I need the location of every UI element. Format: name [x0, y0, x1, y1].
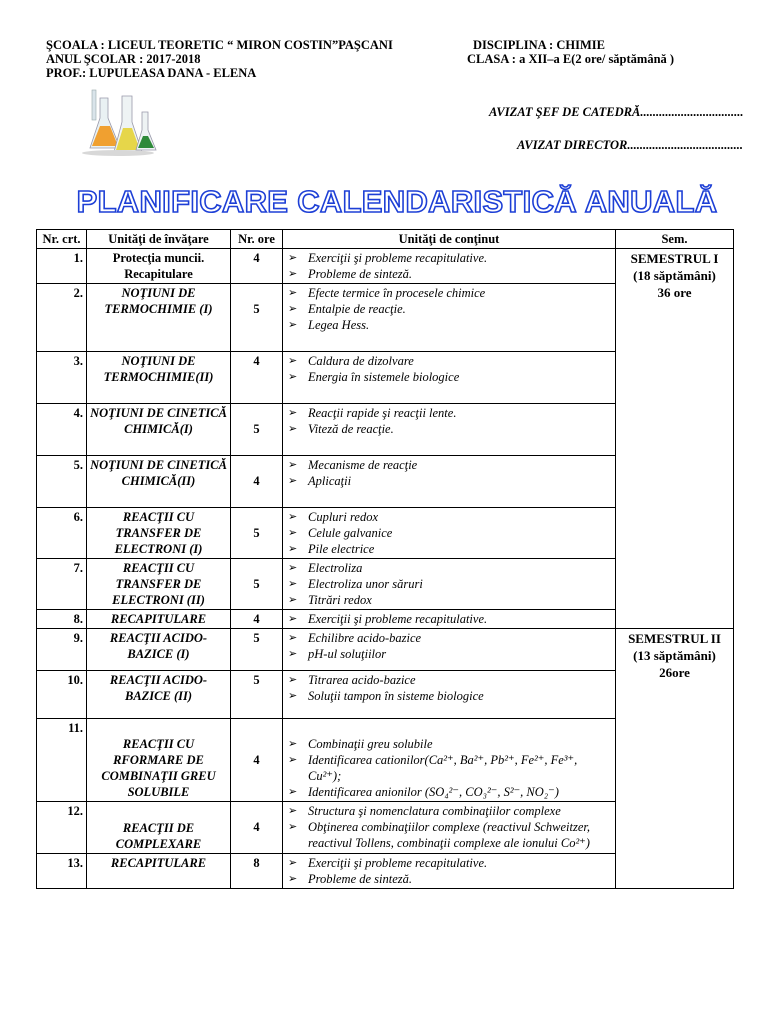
table-row — [37, 249, 734, 284]
semester-2-cell — [616, 629, 734, 889]
col-header-sem: Sem. — [616, 230, 734, 249]
row-unit: Protecţia muncii. Recapitulare — [87, 249, 231, 284]
row-nr: 13. — [37, 854, 87, 889]
page-title: PLANIFICARE CALENDARISTICĂ ANUALĂ — [76, 184, 718, 219]
content-item: ➢ Combinaţii greu solubile — [286, 736, 612, 752]
content-item: ➢ Mecanisme de reacţie — [286, 457, 612, 473]
row-nr: 5. — [37, 456, 87, 508]
row-ore-value: 4 — [253, 820, 260, 834]
laboratory-flasks-icon — [78, 88, 160, 158]
row-content — [283, 854, 616, 889]
row-unit — [87, 719, 231, 802]
row-ore: 4 — [231, 249, 283, 284]
content-item: ➢ Identificarea anionilor (SO₄²⁻, CO₃²⁻, S²⁻, NO₂⁻) — [286, 784, 612, 800]
planning-table — [36, 229, 734, 889]
row-ore — [231, 284, 283, 352]
row-nr: 3. — [37, 352, 87, 404]
row-ore-value: 5 — [253, 577, 260, 591]
row-unit: NOŢIUNI DE CINETICĂ CHIMICĂ(I) — [87, 404, 231, 456]
row-nr: 12. — [37, 802, 87, 854]
row-unit: REACŢII CU TRANSFER DE ELECTRONI (I) — [87, 508, 231, 559]
content-item: ➢ Energia în sistemele biologice — [286, 369, 612, 385]
row-content — [283, 802, 616, 854]
content-item: ➢ Echilibre acido-bazice — [286, 630, 612, 646]
content-item: ➢ Probleme de sinteză. — [286, 266, 612, 282]
row-nr: 8. — [37, 610, 87, 629]
row-nr: 2. — [37, 284, 87, 352]
semester-1-weeks: (18 săptămâni) — [633, 268, 716, 283]
row-unit: REACŢII CU TRANSFER DE ELECTRONI (II) — [87, 559, 231, 610]
row-nr: 9. — [37, 629, 87, 671]
row-nr: 11. — [37, 719, 87, 802]
row-ore-value: 5 — [253, 302, 260, 316]
row-content — [283, 284, 616, 352]
row-content — [283, 559, 616, 610]
content-item: ➢ Aplicaţii — [286, 473, 612, 489]
content-item: ➢ Legea Hess. — [286, 317, 612, 333]
row-content — [283, 719, 616, 802]
content-item: ➢ Titrarea acido-bazice — [286, 672, 612, 688]
row-ore — [231, 559, 283, 610]
table-row — [37, 629, 734, 671]
row-ore — [231, 508, 283, 559]
row-content — [283, 456, 616, 508]
content-item: ➢ Exerciţii şi probleme recapitulative. — [286, 250, 612, 266]
content-item: ➢ Efecte termice în procesele chimice — [286, 285, 612, 301]
aviz-director: AVIZAT DIRECTOR..................................... — [517, 138, 743, 152]
row-nr: 7. — [37, 559, 87, 610]
content-item: ➢ Entalpie de reacţie. — [286, 301, 612, 317]
row-unit: NOŢIUNI DE TERMOCHIMIE (I) — [87, 284, 231, 352]
school-info — [46, 38, 393, 80]
semester-1-name: SEMESTRUL I — [630, 251, 719, 266]
content-item: ➢ Exerciţii şi probleme recapitulative. — [286, 855, 612, 871]
content-item: ➢ Electroliza — [286, 560, 612, 576]
row-content — [283, 671, 616, 719]
row-nr: 1. — [37, 249, 87, 284]
content-item: ➢ Structura şi nomenclatura combinaţiilor complexe — [286, 803, 612, 819]
row-nr: 10. — [37, 671, 87, 719]
semester-1-hours: 36 ore — [657, 285, 692, 300]
row-ore-value: 5 — [253, 422, 260, 436]
semester-2-name: SEMESTRUL II — [628, 631, 721, 646]
content-item: ➢ Probleme de sinteză. — [286, 871, 612, 887]
row-unit: REACŢII ACIDO-BAZICE (II) — [87, 671, 231, 719]
content-item: ➢ Exerciţii şi probleme recapitulative. — [286, 611, 612, 627]
content-item: ➢ Pile electrice — [286, 541, 612, 557]
row-ore-value: 4 — [253, 474, 260, 488]
discipline-info — [467, 38, 675, 66]
content-item: ➢ Electroliza unor săruri — [286, 576, 612, 592]
row-content — [283, 629, 616, 671]
content-item: ➢ Caldura de dizolvare — [286, 353, 612, 369]
row-unit: REACŢII ACIDO-BAZICE (I) — [87, 629, 231, 671]
content-item: ➢ Obţinerea combinaţiilor complexe (reactivul Schweitzer, reactivul Tollens, combinaţii complexe ale ionului Co²⁺) — [286, 819, 612, 851]
row-ore — [231, 802, 283, 854]
row-ore: 4 — [231, 352, 283, 404]
row-content — [283, 404, 616, 456]
row-unit-label: REACŢII CU RFORMARE DE COMBINAŢII GREU SOLUBILE — [101, 737, 216, 799]
col-header-unit: Unităţi de învăţare — [87, 230, 231, 249]
row-ore-value: 5 — [253, 526, 260, 540]
row-ore: 4 — [231, 610, 283, 629]
row-content — [283, 352, 616, 404]
row-content — [283, 249, 616, 284]
row-unit: RECAPITULARE — [87, 854, 231, 889]
discipline: DISCIPLINA : CHIMIE — [473, 38, 605, 52]
row-ore — [231, 719, 283, 802]
row-ore: 5 — [231, 629, 283, 671]
row-ore: 5 — [231, 671, 283, 719]
content-item: ➢ Reacţii rapide şi reacţii lente. — [286, 405, 612, 421]
semester-1-cell — [616, 249, 734, 629]
content-item: ➢ Cupluri redox — [286, 509, 612, 525]
row-ore — [231, 404, 283, 456]
class-info: CLASA : a XII–a E(2 ore/ săptămână ) — [467, 52, 675, 66]
row-content — [283, 610, 616, 629]
content-item: ➢ Identificarea cationilor(Ca²⁺, Ba²⁺, Pb²⁺, Fe²⁺, Fe³⁺, Cu²⁺); — [286, 752, 612, 784]
col-header-nr: Nr. crt. — [37, 230, 87, 249]
row-nr: 6. — [37, 508, 87, 559]
row-nr: 4. — [37, 404, 87, 456]
semester-2-hours: 26ore — [659, 665, 690, 680]
table-header-row — [37, 230, 734, 249]
row-ore-value: 4 — [253, 753, 260, 767]
row-unit: RECAPITULARE — [87, 610, 231, 629]
content-item: ➢ Titrări redox — [286, 592, 612, 608]
content-item: ➢ Viteză de reacţie. — [286, 421, 612, 437]
row-unit: NOŢIUNI DE TERMOCHIMIE(II) — [87, 352, 231, 404]
semester-2-weeks: (13 săptămâni) — [633, 648, 716, 663]
row-unit: REACŢII DE COMPLEXARE — [87, 802, 231, 854]
content-item: ➢ pH-ul soluţiilor — [286, 646, 612, 662]
school-year: ANUL ŞCOLAR : 2017-2018 — [46, 52, 201, 66]
row-ore — [231, 456, 283, 508]
row-unit: NOŢIUNI DE CINETICĂ CHIMICĂ(II) — [87, 456, 231, 508]
content-item: ➢ Celule galvanice — [286, 525, 612, 541]
school-name: ŞCOALA : LICEUL TEORETIC “ MIRON COSTIN”PAŞCANI — [46, 38, 393, 52]
col-header-content: Unităţi de conţinut — [283, 230, 616, 249]
aviz-sef-catedra: AVIZAT ŞEF DE CATEDRĂ................................. — [489, 105, 744, 119]
col-header-ore: Nr. ore — [231, 230, 283, 249]
content-item: ➢ Soluţii tampon în sisteme biologice — [286, 688, 612, 704]
teacher-name: PROF.: LUPULEASA DANA - ELENA — [46, 66, 257, 80]
row-ore: 8 — [231, 854, 283, 889]
row-content — [283, 508, 616, 559]
